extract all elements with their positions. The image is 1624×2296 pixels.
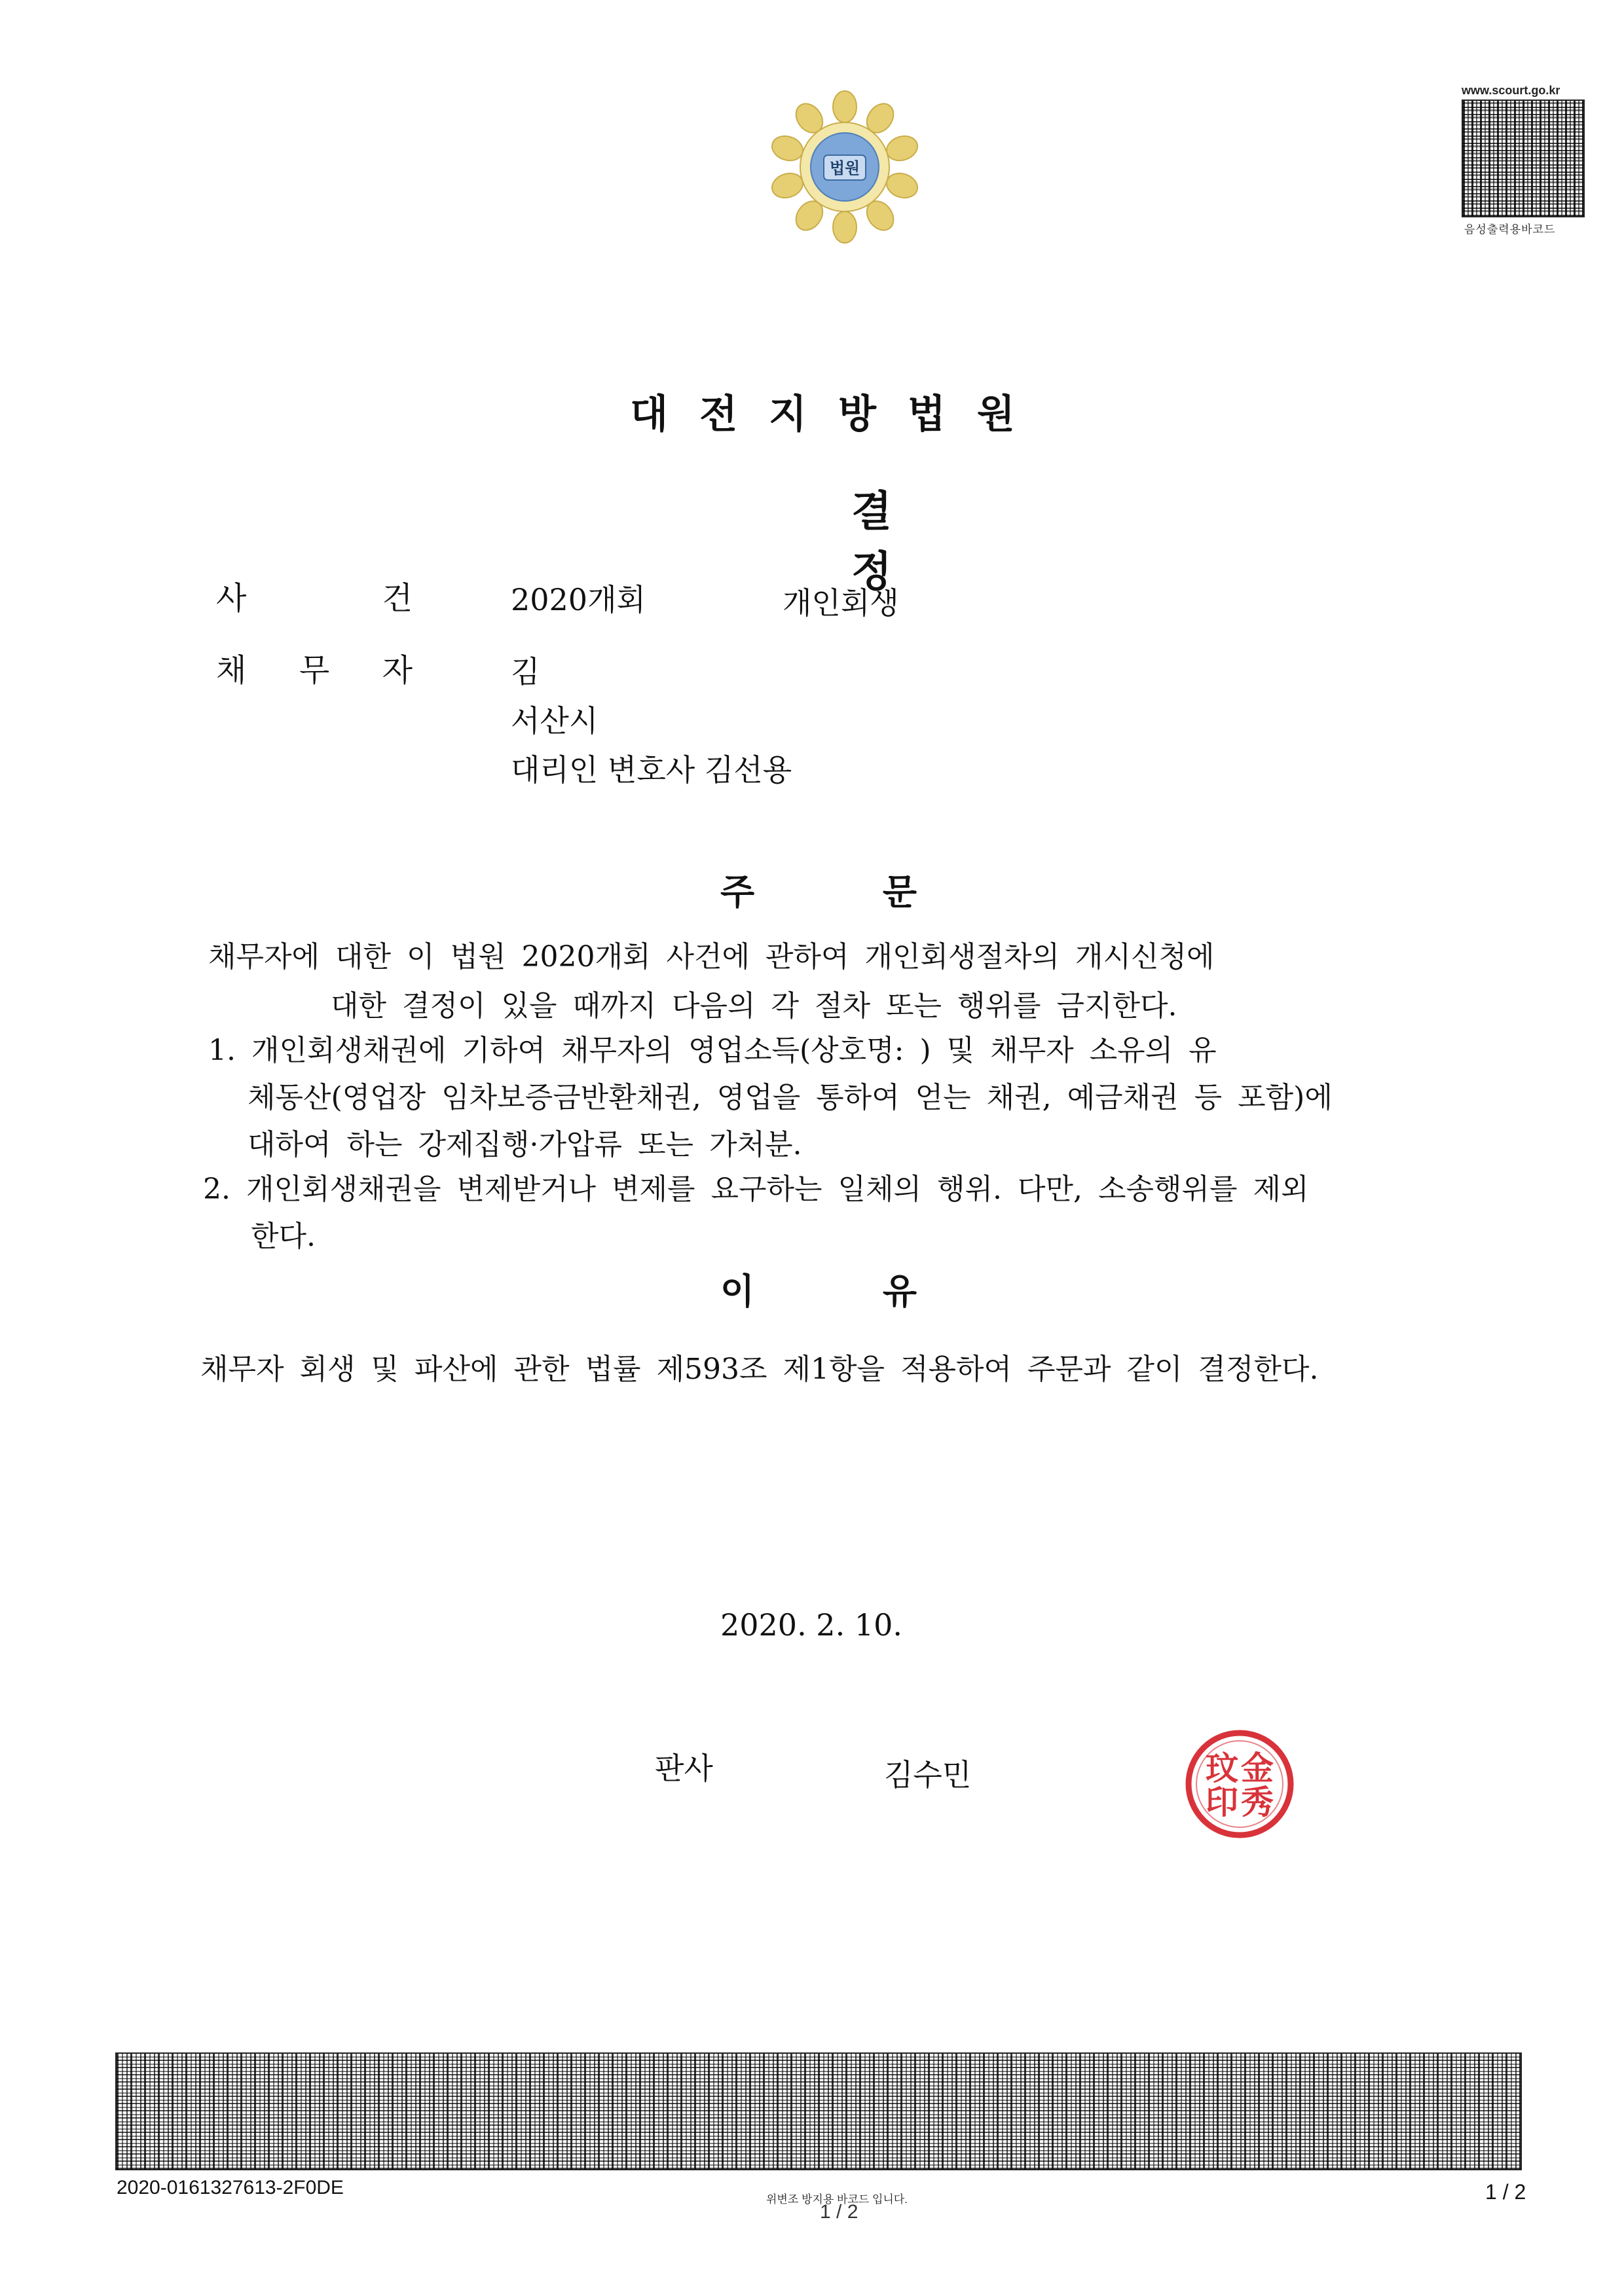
judge-name: 김수민 <box>884 1757 972 1793</box>
debtor-name: 김 <box>511 654 540 689</box>
case-label-char: 사 <box>216 580 247 617</box>
seal-char: 玟 <box>1206 1749 1238 1787</box>
judge-label: 판사 <box>655 1751 713 1786</box>
order-item-2-line: 한다. <box>251 1220 316 1253</box>
debtor-label-char: 무 <box>299 652 330 689</box>
debtor-label-char: 채 <box>216 652 247 689</box>
qr-caption: 음성출력용바코드 <box>1464 223 1556 236</box>
order-heading-char: 주 <box>720 871 755 913</box>
reason-heading <box>720 1264 917 1314</box>
reason-heading-char: 유 <box>882 1271 917 1312</box>
case-type: 개인회생 <box>783 585 899 621</box>
debtor-address: 서산시 <box>511 703 599 738</box>
debtor-label-char: 자 <box>382 652 413 689</box>
order-item-1-line: 대하여 하는 강제집행·가압류 또는 가처분. <box>248 1128 802 1161</box>
document-title: 결정 <box>851 488 1062 596</box>
case-label-char: 건 <box>382 580 413 617</box>
judge-seal-icon <box>1184 1728 1295 1840</box>
debtor-agent: 대리인 변호사 김선용 <box>511 752 792 788</box>
page-number-center: 1 / 2 <box>820 2201 858 2223</box>
seal-char: 秀 <box>1241 1783 1274 1821</box>
court-emblem-icon <box>766 88 923 246</box>
reason-heading-char: 이 <box>720 1271 755 1312</box>
case-number: 2020개회 <box>511 582 646 617</box>
seal-char: 印 <box>1206 1783 1238 1821</box>
order-heading-char: 문 <box>882 871 917 913</box>
order-intro-line: 채무자에 대한 이 법원 2020개회 사건에 관하여 개인회생절차의 개시신청에 <box>208 940 1215 974</box>
barcode-note: 위변조 방지용 바코드 입니다. <box>766 2193 908 2206</box>
decision-date: 2020. 2. 10. <box>720 1607 902 1643</box>
anti-forgery-barcode <box>115 2052 1522 2170</box>
debtor-label <box>216 645 413 690</box>
court-name: 대전지방법원 <box>630 392 1046 437</box>
case-label <box>216 573 413 618</box>
order-intro-line: 대한 결정이 있을 때까지 다음의 각 절차 또는 행위를 금지한다. <box>331 989 1177 1023</box>
qr-url: www.scourt.go.kr <box>1462 84 1560 97</box>
order-item-1-line: 체동산(영업장 임차보증금반환채권, 영업을 통하여 얻는 채권, 예금채권 등 포함)에 <box>248 1081 1333 1114</box>
seal-char: 金 <box>1241 1749 1274 1787</box>
order-heading <box>720 864 917 915</box>
reason-text: 채무자 회생 및 파산에 관한 법률 제593조 제1항을 적용하여 주문과 같이 결정한다. <box>200 1353 1319 1386</box>
page-number: 1 / 2 <box>1485 2180 1526 2204</box>
order-item-1-line: 1. 개인회생채권에 기하여 채무자의 영업소득(상호명: ) 및 채무자 소유의 유 <box>208 1034 1217 1067</box>
emblem-text: 법원 <box>829 159 860 177</box>
document-code: 2020-0161327613-2F0DE <box>117 2177 344 2198</box>
voice-output-qr-code <box>1462 100 1585 217</box>
order-item-2-line: 2. 개인회생채권을 변제받거나 변제를 요구하는 일체의 행위. 다만, 소송행위를 제외 <box>203 1173 1309 1206</box>
